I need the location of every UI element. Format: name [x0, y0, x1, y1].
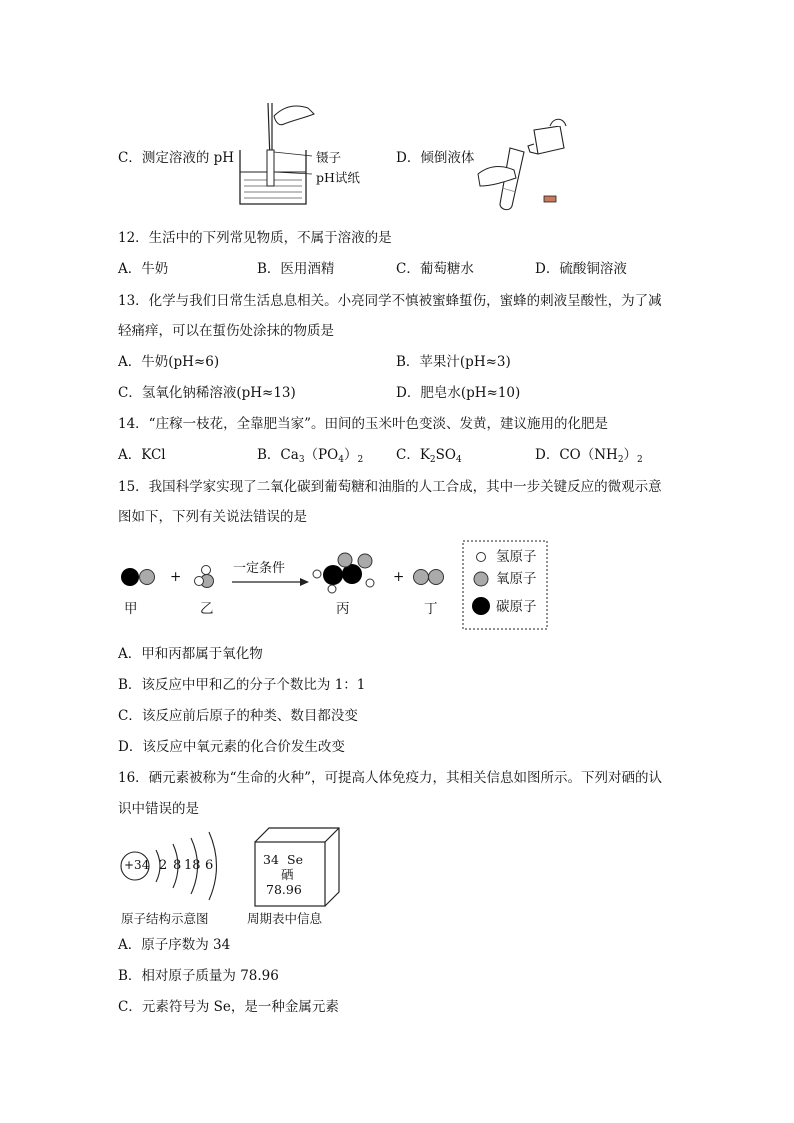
label-ding: 丁: [424, 601, 438, 617]
legend-carbon-label: 碳原子: [496, 599, 537, 615]
q12-option-d: D．硫酸铜溶液: [535, 261, 627, 277]
legend-carbon-icon: [472, 597, 490, 615]
reaction-diagram: [118, 538, 558, 638]
yi-hydrogen-atom-1: [195, 577, 204, 586]
tweezers-label: 镊子: [316, 150, 342, 165]
q13-stem-line1: 13．化学与我们日常生活息息相关。小亮同学不慎被蜜蜂蜇伤，蜜蜂的刺液呈酸性，为了减: [118, 293, 662, 309]
q13-stem-line2: 轻痛痒，可以在蜇伤处涂抹的物质是: [118, 323, 334, 339]
q15-option-a: A．甲和丙都属于氧化物: [118, 646, 263, 662]
yi-hydrogen-atom-2: [202, 566, 211, 575]
legend-hydrogen-icon: [477, 553, 486, 562]
q11-option-c: C．测定溶液的 pH: [118, 150, 235, 166]
shell-electrons-3: 18: [184, 858, 201, 873]
label-bing: 丙: [336, 601, 350, 617]
q12-stem: 12．生活中的下列常见物质，不属于溶液的是: [118, 230, 392, 246]
q13-option-c: C．氢氧化钠稀溶液(pH≈13): [118, 385, 296, 401]
q11-option-d: D．倾倒液体: [396, 150, 475, 166]
pouring-liquid-figure: [476, 112, 576, 212]
q15-option-b: B．该反应中甲和乙的分子个数比为 1：1: [118, 677, 366, 693]
q12-option-b: B．医用酒精: [257, 261, 335, 277]
caption-periodic-info: 周期表中信息: [247, 911, 323, 926]
bing-hydrogen-atom-3: [366, 579, 374, 587]
q15-stem-line1: 15．我国科学家实现了二氧化碳到葡萄糖和油脂的人工合成，其中一步关键反应的微观示意: [118, 479, 662, 495]
bing-carbon-atom-1: [323, 565, 343, 585]
atomic-number: 34: [263, 852, 279, 867]
element-name: 硒: [281, 867, 294, 882]
q16-option-a: A．原子序数为 34: [118, 937, 231, 953]
q12-option-a: A．牛奶: [118, 261, 169, 277]
q13-option-d: D．肥皂水(pH≈10): [396, 385, 521, 401]
bing-oxygen-atom-2: [358, 554, 372, 568]
q16-stem-line1: 16．硒元素被称为“生命的火种”，可提高人体免疫力，其相关信息如图所示。下列对硒的认: [118, 770, 662, 786]
shell-electrons-4: 6: [205, 858, 214, 873]
plus-sign-1: +: [170, 569, 182, 585]
ph-paper-label: pH试纸: [316, 170, 360, 185]
jia-carbon-atom: [121, 568, 139, 586]
shell-electrons-2: 8: [173, 858, 182, 873]
q13-option-b: B．苹果汁(pH≈3): [396, 354, 511, 370]
atomic-mass: 78.96: [266, 882, 302, 897]
reaction-condition: 一定条件: [233, 561, 286, 576]
caption-atomic-structure: 原子结构示意图: [121, 911, 209, 926]
q15-stem-line2: 图如下，下列有关说法错误的是: [118, 509, 307, 525]
q16-option-b: B．相对原子质量为 78.96: [118, 968, 279, 984]
bing-hydrogen-atom-2: [328, 585, 336, 593]
q14-option-a: A．KCl: [118, 447, 166, 463]
legend-oxygen-label: 氧原子: [496, 571, 537, 587]
shell-electrons-1: 2: [159, 858, 168, 873]
legend-hydrogen-label: 氢原子: [496, 549, 537, 565]
legend-oxygen-icon: [474, 572, 488, 586]
ding-oxygen-atom-1: [414, 570, 429, 585]
q16-option-c: C．元素符号为 Se，是一种金属元素: [118, 999, 339, 1015]
q16-stem-line2: 识中错误的是: [118, 801, 199, 817]
q14-stem: 14．“庄稼一枝花，全靠肥当家”。田间的玉米叶色变淡、发黄，建议施用的化肥是: [118, 416, 608, 432]
label-yi: 乙: [200, 601, 214, 617]
q14-option-d: D．$CO(NH_2)_2$: [535, 447, 643, 465]
label-jia: 甲: [124, 601, 138, 617]
nucleus-charge: +34: [124, 858, 150, 872]
element-symbol: Se: [287, 852, 303, 867]
ding-oxygen-atom-2: [429, 570, 444, 585]
ph-test-figure: [232, 98, 372, 208]
plus-sign-2: +: [393, 569, 405, 585]
q15-option-d: D．该反应中氧元素的化合价发生改变: [118, 739, 345, 755]
q14-option-c: C．$K_2SO_4$: [396, 447, 462, 465]
q13-option-a: A．牛奶(pH≈6): [118, 354, 220, 370]
q12-option-c: C．葡萄糖水: [396, 261, 474, 277]
q15-option-c: C．该反应前后原子的种类、数目都没变: [118, 708, 358, 724]
bing-hydrogen-atom-1: [313, 570, 321, 578]
jia-oxygen-atom: [140, 570, 155, 585]
bing-oxygen-atom-1: [338, 553, 352, 567]
q14-option-b: B．$Ca_3(PO_4)_2$: [257, 447, 364, 465]
